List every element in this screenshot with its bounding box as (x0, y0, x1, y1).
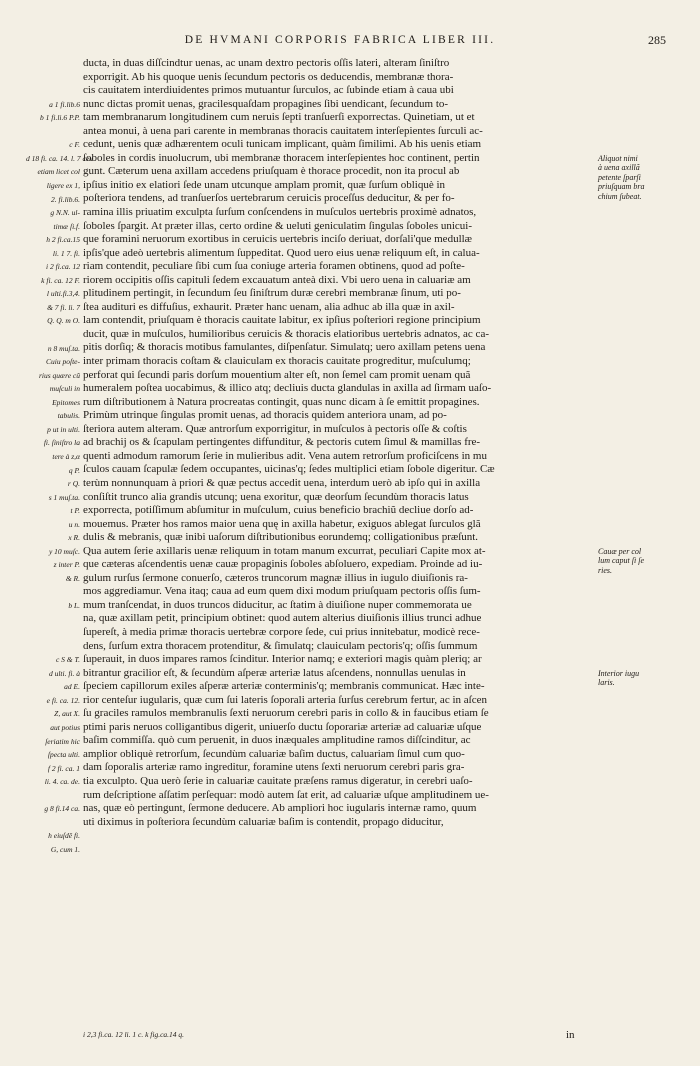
left-margin-note: x R. (68, 533, 80, 543)
text-line: mos aggrediamur. Vena itaq; caua ad eum quem dixi modum priuſquam pectoris oſſis ſum- (83, 585, 481, 598)
left-margin-note: Epitomes (52, 397, 80, 407)
left-margin-note: d ulti. fi. à (48, 668, 80, 678)
right-margin-note-line: laris. (598, 678, 615, 688)
text-line: ſteriora autem alteram. Quæ antrorſum exporrigitur, in muſculos à pectoris oſſe & coſtis (83, 422, 467, 435)
text-line: cis cauitatem interdiuidentes primos mutuantur ſurculos, ac ſubinde etiam à caua ubi (83, 84, 454, 97)
text-line: bitrantur gracilior eſt, & ſecundùm aſperæ arteriæ latus aſcendens, nonnullas uenulas in (83, 666, 466, 679)
text-line: ſpeciem capillorum exiles aſperæ arteriæ conterminis'q; membranis communicat. Hæc inte- (83, 680, 485, 693)
left-margin-note: t P. (70, 506, 80, 516)
left-margin-note: l ulti.fi.3,4. (46, 289, 80, 299)
text-line: inter primam thoracis coſtam & clauiculam ex thoracis cauitate progreditur, muſculumq; (83, 355, 471, 368)
text-line: tam membranarum longitudinem cum neruis ſepti tranſuerſi exporrectas. Quinetiam, ut et (83, 111, 475, 124)
right-margin-note-line: petente ſparſi (598, 172, 641, 182)
text-line: ad brachij os & ſcapulam pertingentes diffunditur, & pectoris cutem ſimul & mamillas fre- (83, 436, 481, 449)
text-line: que foramini neruorum exortibus in ceruicis uertebris inciſo deriuat, dorſali'que medullæ (83, 233, 473, 246)
right-margin-note-line: Interior iugu (598, 668, 640, 678)
right-margin-note (598, 154, 694, 202)
right-margin-note-line: à uena axillã (598, 163, 640, 173)
left-margin-note: timæ ſi.f. (53, 221, 80, 231)
left-margin-note: g N.N. ul- (50, 208, 80, 218)
text-line: ſculos cauam ſcapulæ ſedem occupantes, uicinas'q; ſedes multiplici etiam ſobole digeritur. Cæ (83, 463, 495, 476)
right-margin-note-line: Aliquot nimi (598, 153, 638, 163)
left-margin-note: ſpecta ulti. (47, 750, 80, 760)
running-head: DE HVMANI CORPORIS FABRICA LIBER III. (184, 34, 496, 46)
text-line: nunc dictas promit uenas, gracilesquaſdam propagines ſibi uendicant, ſecundum to- (83, 97, 449, 110)
left-margin-note: & R. (65, 573, 80, 583)
text-line: gulum rurſus ſermone conuerſo, cæteros truncorum magnæ illius in iugulo diuiſionis ra- (83, 571, 468, 584)
text-line: ramina illis priuatim exculpta ſurſum conſcendens in muſculos uertebris proximè adnatos, (83, 206, 477, 219)
text-line: cedunt, uenis quæ adhærentem oculi tunicam implicant, quàm ſimilimi. Ab his uenis etiam (83, 138, 482, 151)
catchword: in (566, 1029, 575, 1041)
left-margin-note: tabulis. (57, 411, 80, 421)
text-line: ptimi paris neruos colligantibus digerit, uniuerſo ductu ſoporariæ arteriæ ad caluariæ uſque (83, 720, 482, 733)
text-line: exporrigit. Ab his quoque uenis ſecundum pectoris os deducendis, membranæ thora- (83, 70, 454, 83)
left-margin-note: etiam licet col (37, 167, 80, 177)
left-margin-note: 2. fi.lib.6. (51, 194, 80, 204)
text-line: ſoboles in cordis inuolucrum, ubi membranæ thoracem interſepientes hoc continent, pertin (83, 151, 480, 164)
text-line: terùm nonnunquam à priori & quæ pectus accedit uena, interdum uerò ab ipſo qui in axilla (83, 476, 481, 489)
text-line: rior centeſur iugularis, quæ cum ſui lateris ſoporali arteria ſurſus cerebrum fertur, ac in aſcen (83, 693, 487, 706)
text-line: ſu graciles ramulos membranulis ſexti neruorum cerebri paris in collo & in faucibus etiam ſe (83, 707, 489, 720)
left-margin-note: d 18 fi. ca. 14. l. 7 ceu (26, 153, 93, 163)
left-margin-note: & 7 fi. li. 7 (47, 302, 80, 312)
left-margin-note: b L. (68, 601, 80, 610)
text-line: lam contendit, priuſquam è thoracis cauitate labitur, ex ipſius poſteriori regione principium (83, 314, 481, 327)
right-margin-note-line: Cauæ per col (598, 546, 642, 556)
left-margin-note: Z, aut X. (54, 709, 80, 719)
text-line: na, quæ axillam petit, principium obtinet: quod autem alterius diuiſionis illius trunci adhue (83, 612, 482, 625)
text-line: conſiſtit trunco alia grandis utcunq; uena exoritur, quæ deorſum ſecundùm thoracis latus (83, 490, 469, 503)
text-line: poſteriora tendens, ad tranſuerſos uertebrarum ceruicis proceſſus deducitur, & per fo- (83, 192, 455, 205)
text-line: ducit, quæ in muſculos, humilioribus ceruicis & thoracis elatioribus uertebris adnatos, ac ca- (83, 327, 489, 340)
right-margin-note (598, 547, 694, 576)
left-margin-note: g 8 fi.14 ca. (44, 804, 80, 814)
left-margin-note: b 1 fi.li.6 P.P. (40, 113, 80, 123)
right-margin-note-line: lum caput ſi ſe (598, 556, 644, 566)
text-line: ipſius initio ex elatiori ſede unam utcunque amplam promit, quæ ſurſum obliquè in (83, 178, 446, 191)
text-line: riorem occipitis oſſis capituli ſedem excauatum anteà dixi. Vbi uero uena in caluariæ am (83, 273, 471, 286)
left-margin-note: c F. (69, 140, 80, 150)
left-margin-note: y 10 muſc. (48, 546, 80, 556)
text-line: ſupereſt, à media primæ thoracis uertebræ corpore ſede, cui prius innitebatur, modicè rece- (83, 625, 480, 638)
left-margin-note: n 8 muſ.ta. (47, 343, 80, 353)
text-line: ſoboles ſpargit. At præter illas, certo ordine & ueluti geniculatim ſingulas ſoboles unicui- (83, 219, 473, 232)
left-margin-note: ligere ex 1, (46, 180, 80, 190)
left-margin-note: u n. (68, 519, 80, 529)
left-margin-note: li. 1 7. fi. (52, 248, 80, 258)
left-margin-note: G, cum 1. (50, 844, 80, 854)
left-margin-note: Q. Q. m O. (47, 316, 80, 326)
text-line: tia exculpto. Qua uerò ſerie in caluariæ cauitate præſens ramus digeratur, in cerebri uaſo- (83, 774, 473, 787)
left-margin-note: h 2 fi.ca.15 (46, 235, 80, 245)
right-margin-note (598, 669, 694, 688)
left-margin-note: i 2 fi.ca. 12 (46, 262, 80, 272)
text-line: amplior obliquè retrorſum, ſecundùm caluariæ baſim ductus, caluariam ſimul cum quo- (83, 747, 465, 760)
left-margin-note: a 1 fi.lib.6 (49, 99, 80, 109)
left-margin-note: ad E. (64, 682, 80, 692)
text-line: plitudinem pertingit, in ſecundum ſeu ſiniſtrum duræ cerebri membranæ ſinum, uti po- (83, 287, 461, 300)
left-margin-note: muſculi in (49, 384, 80, 394)
left-margin-note: r Q. (67, 479, 80, 489)
text-line: gunt. Cæterum uena axillam accedens priuſquam è thorace procedit, non ita procul ab (83, 165, 460, 178)
text-line: uti diximus in poſteriora ſecundùm caluariæ baſim is contendit, propago diducitur, (83, 815, 444, 828)
right-margin-notes (598, 0, 698, 1066)
right-margin-note-line: ries. (598, 565, 612, 575)
page-number: 285 (648, 33, 666, 47)
left-margin-note: q P. (68, 465, 80, 475)
text-line: rum diſtributionem à Natura procreatas contingit, quas nunc dicam à ſe emittit propagines. (83, 395, 480, 408)
right-margin-note-line: chium ſubeat. (598, 191, 642, 201)
text-line: Primùm utrinque ſingulas promit uenas, ad thoracis quidem anteriora unam, ad po- (83, 409, 447, 422)
text-line: dam ſoporalis arteriæ ramo ingreditur, foramine utens ſexti neruorum cerebri paris gra- (83, 761, 465, 774)
text-line: pitis dorſiq; & thoracis motibus famulantes, diſpenſatur. Simulatq; uero axillam petens uena (83, 341, 486, 354)
text-line: humeralem poſtea uocabimus, & illico atq; decliuis ducta glandulas in axilla ad ſirmam uaſo- (83, 382, 492, 395)
text-line: baſim commiſſa. quò cum peruenit, in duos inæquales amplitudine ramos diſſcinditur, ac (83, 734, 471, 747)
left-margin-note: p ut in ulti. (47, 424, 80, 434)
text-line: nas, quæ eò pertingunt, ſermone deducere. Ab ampliori hoc iugularis internæ ramo, quum (83, 802, 477, 815)
text-line: dulis & mebranis, quæ inibi uaſorum diſtributionibus eorundemq; colligationibus præſunt. (83, 531, 479, 544)
text-line: ipſis'que adeò uertebris alimentum ſuppeditat. Quod uero eius uenæ reliquum eſt, in calua- (83, 246, 480, 259)
text-line: Qua autem ſerie axillaris uenæ reliquum in totam manum excurrat, peculiari Capite mox at- (83, 544, 486, 557)
left-margin-note: fi. ſiniſtro la (43, 438, 80, 448)
text-line: riam contendit, peculiare ſibi cum ſua coniuge arteria foramen obtinens, quod ad poſte- (83, 260, 465, 273)
left-margin-note: ſeriatim hic (45, 736, 80, 746)
text-line: ducta, in duas diſſcindtur uenas, ac unam dextro pectoris oſſis lateri, alteram ſiniſtro (83, 57, 450, 69)
text-line: dens, ſurſum extra thoracem protenditur, & ſimulatq; clauiculam pectoris'q; oſſis ſummum (83, 639, 478, 652)
text-line: perforat qui ſecundi paris dorſum mouentium alter eſt, non ſemel cam promit uenam quã (83, 368, 471, 381)
text-line: ſuperauit, in duos impares ramos ſcinditur. Interior namq; e exteriori magis quàm pleriq; ar (83, 653, 482, 666)
left-margin-notes (0, 0, 93, 1066)
left-margin-note: k fi. ca. 12 F. (41, 275, 80, 285)
text-line: mum tranſcendat, in duos truncos diducitur, ac ſtatim à diuiſione nuper commemorata ue (83, 598, 472, 611)
left-margin-note: z inter P. (53, 560, 80, 570)
left-margin-note: e fi. ca. 12. (46, 695, 80, 705)
text-line: antea monui, à uena pari carente in membranas thoracis cauitatem interſepientes ſurculi ac- (83, 124, 483, 137)
text-line: ſtea audituri es diffuſius, exhaurit. Præter hanc uenam, alia adhuc ab illa quæ in axil- (83, 300, 455, 313)
left-margin-note: h eiuſdẽ fi. (48, 831, 80, 841)
left-margin-note: s 1 muſ.ta. (48, 492, 80, 502)
text-line: rum deſcriptione aſſatim perſequar: modò autem ſat erit, ad caluariæ uſque amplitudinem ue- (83, 788, 489, 801)
text-line: quenti admodum ramorum ſerie in mulieribus adit. Vena autem retrorſum proficiſcens in mu (83, 449, 487, 462)
text-line: que cæteras aſcendentis uenæ cauæ propaginis ſoboles abſoluero, expediam. Proinde ad iu- (83, 558, 483, 571)
left-margin-note: aut potius (50, 722, 80, 732)
right-margin-note-line: priuſquam bra (598, 182, 645, 192)
left-margin-note: c S & T. (55, 655, 80, 665)
text-line: mouemus. Præter hos ramos maior uena quę in axilla habetur, exiguos ablegat ſurculos glã (83, 517, 481, 530)
footer-references: i 2,3 fi.ca. 12 li. 1 c. k fig.ca.14 q. (83, 1030, 185, 1039)
left-margin-note: rius quære cũ (39, 370, 80, 380)
left-margin-note: tere à z,α (52, 451, 80, 461)
left-margin-note: li. 4. ca. de. (44, 777, 80, 787)
left-margin-note: f 2 fi. ca. 1 (47, 763, 80, 773)
left-margin-note: Cuiu poſte- (46, 357, 80, 367)
main-text-block (83, 57, 583, 829)
text-line: exporrecta, potiſſimum abſumitur in muſculum, cuius beneficio brachiũ decliue dorſo ad- (83, 504, 474, 517)
